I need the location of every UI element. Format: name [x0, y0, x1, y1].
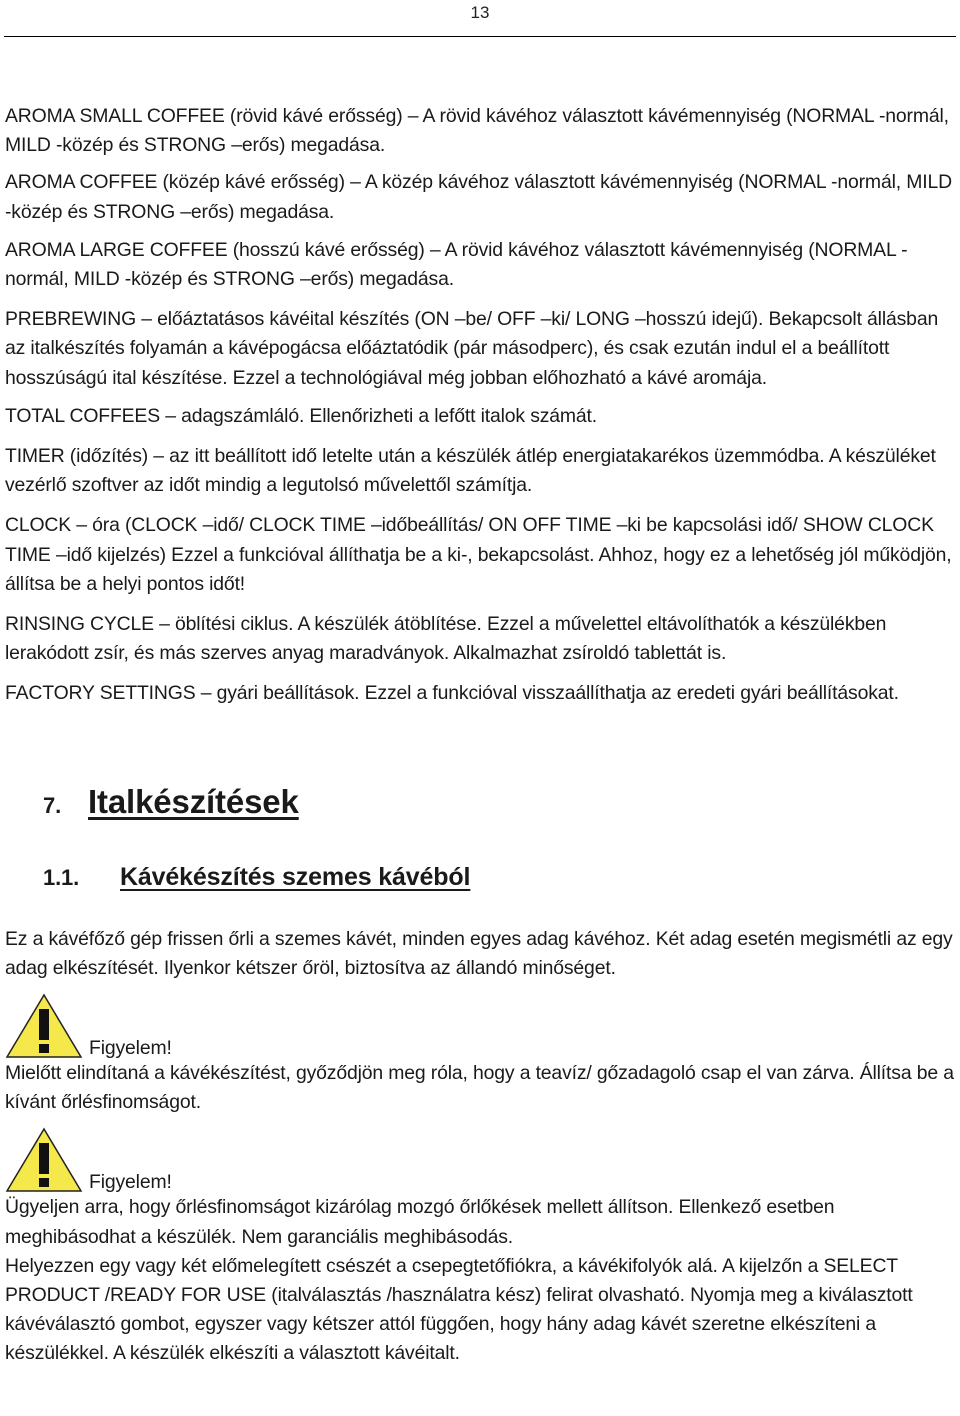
menu-item-factory-settings: FACTORY SETTINGS – gyári beállítások. Ezzel a funkcióval visszaállíthatja az eredeti gyári beállításokat.: [5, 682, 899, 705]
warning-block-1: [5, 993, 957, 1059]
subsection-number: 1.1.: [43, 864, 80, 890]
warning-label: Figyelem!: [89, 1171, 172, 1194]
warning-triangle-icon: [5, 993, 83, 1059]
warning-label: Figyelem!: [89, 1037, 172, 1060]
menu-item-prebrewing: PREBREWING – előáztatásos kávéital készítés (ON –be/ OFF –ki/ LONG –hosszú idejű). Bekapcsolt állásban az italkészítés folyamán a kávépogácsa előáztatódik (pár másodperc), és csak ezután indul el a beállított hosszúságú ital készítése. Ezzel a technológiával még jobban előhozható a kávé aromája.: [5, 308, 939, 389]
header-divider: [4, 36, 956, 37]
warning-block-2: [5, 1127, 957, 1193]
warning-triangle-icon: [5, 1127, 83, 1193]
menu-item-aroma-small: AROMA SMALL COFFEE (rövid kávé erősség) – A rövid kávéhoz választott kávémennyiség (NORMAL -normál, MILD -közép és STRONG –erős) megadása.: [5, 105, 949, 157]
subsection-title: Kávékészítés szemes kávéból: [120, 862, 471, 891]
intro-paragraph: Ez a kávéfőző gép frissen őrli a szemes kávét, minden egyes adag kávéhoz. Két adag esetén megismétli az egy adag elkészítését. Ilyenkor kétszer őröl, biztosítva az állandó minőséget.: [5, 927, 953, 979]
menu-item-rinsing-cycle: RINSING CYCLE – öblítési ciklus. A készülék átöblítése. Ezzel a művelettel eltávolíthatók a készülékben lerakódott zsír, és más szerves anyag maradványok. Alkalmazhat zsíroldó tablettát is.: [5, 613, 887, 665]
document-body: [5, 102, 957, 1369]
page-number: 13: [470, 3, 490, 22]
subsection-heading: [43, 863, 957, 901]
section-number: 7.: [43, 792, 62, 818]
warning-text: Ügyeljen arra, hogy őrlésfinomságot kizárólag mozgó őrlőkések mellett állítson. Ellenkező esetben meghibásodhat a készülék. Nem garanciális meghibásodás.: [5, 1196, 835, 1248]
section-heading: [43, 782, 957, 829]
menu-item-timer: TIMER (időzítés) – az itt beállított idő letelte után a készülék átlép energiatakarékos üzemmódba. A készüléket vezérlő szoftver az időt mindig a legutolsó művelettől számítja.: [5, 445, 936, 497]
menu-item-clock: CLOCK – óra (CLOCK –idő/ CLOCK TIME –időbeállítás/ ON OFF TIME –ki be kapcsolási idő/ SHOW CLOCK TIME –idő kijelzés) Ezzel a funkcióval állíthatja be a ki-, bekapcsolást. Ahhoz, hogy ez a lehetőség jól működjön, állítsa be a helyi pontos időt!: [5, 514, 952, 595]
menu-item-aroma-large: AROMA LARGE COFFEE (hosszú kávé erősség) – A rövid kávéhoz választott kávémennyiség (NORMAL -normál, MILD -közép és STRONG –erős) megadása.: [5, 238, 908, 291]
section-title: Italkészítések: [88, 782, 299, 820]
menu-item-aroma-coffee: AROMA COFFEE (közép kávé erősség) – A közép kávéhoz választott kávémennyiség (NORMAL -normál, MILD -közép és STRONG –erős) megadása.: [5, 171, 952, 223]
instructions-paragraph: Helyezzen egy vagy két előmelegített csészét a csepegtetőfiókra, a kávékifolyók alá. A kijelzőn a SELECT PRODUCT /READY FOR USE (italválasztás /használatra kész) felirat olvasható. Nyomja meg a kiválasztott kávéválasztó gombot, egyszer vagy kétszer attól függően, hogy hány adag kávét szeretne elkészíteni a készülékkel. A készülék elkészíti a választott kávéitalt.: [5, 1254, 913, 1365]
warning-text: Mielőtt elindítaná a kávékészítést, győződjön meg róla, hogy a teavíz/ gőzadagoló csap el van zárva. Állítsa be a kívánt őrlésfinomságot.: [5, 1062, 954, 1114]
menu-item-total-coffees: TOTAL COFFEES – adagszámláló. Ellenőrizheti a lefőtt italok számát.: [5, 404, 598, 427]
